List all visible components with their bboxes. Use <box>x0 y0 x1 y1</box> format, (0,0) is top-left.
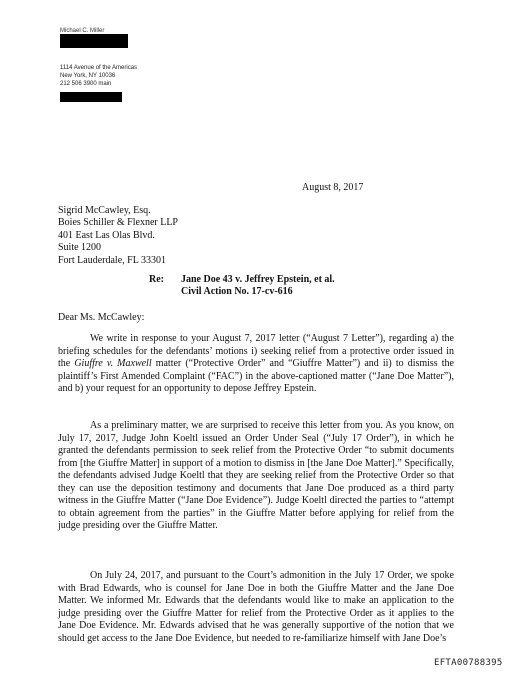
sender-name: Michael C. Miller <box>60 28 105 34</box>
recipient-line: 401 East Las Olas Blvd. <box>58 229 155 241</box>
paragraph-text: matter (“Protective Order” and “Giuffre Matter”) and ii) to dismiss the plaintiff’s First Amended Complaint (“FAC”) in the above-captioned matter (“Jane Doe Matter”), and b) your request for an opportunity to depose Jeffrey Epstein. <box>58 358 454 394</box>
re-subject <box>181 274 335 299</box>
recipient-line: Fort Lauderdale, FL 33301 <box>58 254 166 266</box>
redaction-bar-top <box>60 34 128 48</box>
recipient-line: Sigrid McCawley, Esq. <box>58 205 151 216</box>
sender-address <box>60 64 137 88</box>
recipient-block <box>58 205 178 267</box>
salutation: Dear Ms. McCawley: <box>58 312 145 323</box>
body-paragraph-3: On July 24, 2017, and pursuant to the Court’s admonition in the July 17 Order, we spoke with Brad Edwards, who is counsel for Jane Doe in both the Giuffre Matter and the Jane Doe Matter. We informed Mr. Edwards that the defendants would like to make an application to the judge presiding over the Giuffre Matter for relief from the Protective Order as it applies to the Jane Doe Evidence. Mr. Edwards advised that he was generally supportive of the notion that we should get access to the Jane Doe Evidence, but needed to re-familiarize himself with Jane Doe’s <box>58 570 454 644</box>
address-line: 212 506 3900 main <box>60 81 112 87</box>
address-line: 1114 Avenue of the Americas <box>60 65 138 71</box>
letter-date: August 8, 2017 <box>302 182 364 193</box>
case-name-italic: Giuffre v. Maxwell <box>74 358 152 369</box>
recipient-line: Suite 1200 <box>58 242 102 254</box>
recipient-line: Boies Schiller & Flexner LLP <box>58 217 178 229</box>
body-paragraph-2: As a preliminary matter, we are surprised to receive this letter from you. As you know, on July 17, 2017, Judge John Koeltl issued an Order Under Seal (“July 17 Order”), in which he granted the defendants permission to seek relief from the Protective Order “to submit documents from [the Giuffre Matter] in support of a motion to dismiss in [the Jane Doe Matter].” Specifically, the defendants advised Judge Koeltl that they are seeking relief from the Protective Order so that they can use the deposition testimony and documents that Jane Doe produced as a third party witness in the Giuffre Matter (“Jane Doe Evidence”). Judge Koeltl directed the parties to “attempt to obtain agreement from the parties” in the Giuffre Matter before applying for relief from the judge presiding over the Giuffre Matter. <box>58 420 454 531</box>
re-label: Re: <box>149 274 164 285</box>
paragraph-text: We write in response to your August 7, 2017 letter (“August 7 Letter”), regarding a) the briefing schedules for the defendants’ motions i) seeking relief from a protective order issued in the <box>58 333 454 369</box>
address-line: New York, NY 10036 <box>60 73 116 79</box>
re-line: Jane Doe 43 v. Jeffrey Epstein, et al. <box>181 274 335 285</box>
body-paragraph-1 <box>58 333 454 396</box>
document-id: EFTA00788395 <box>434 658 503 668</box>
redaction-bar-bottom <box>60 92 122 102</box>
re-line: Civil Action No. 17-cv-616 <box>181 286 293 298</box>
